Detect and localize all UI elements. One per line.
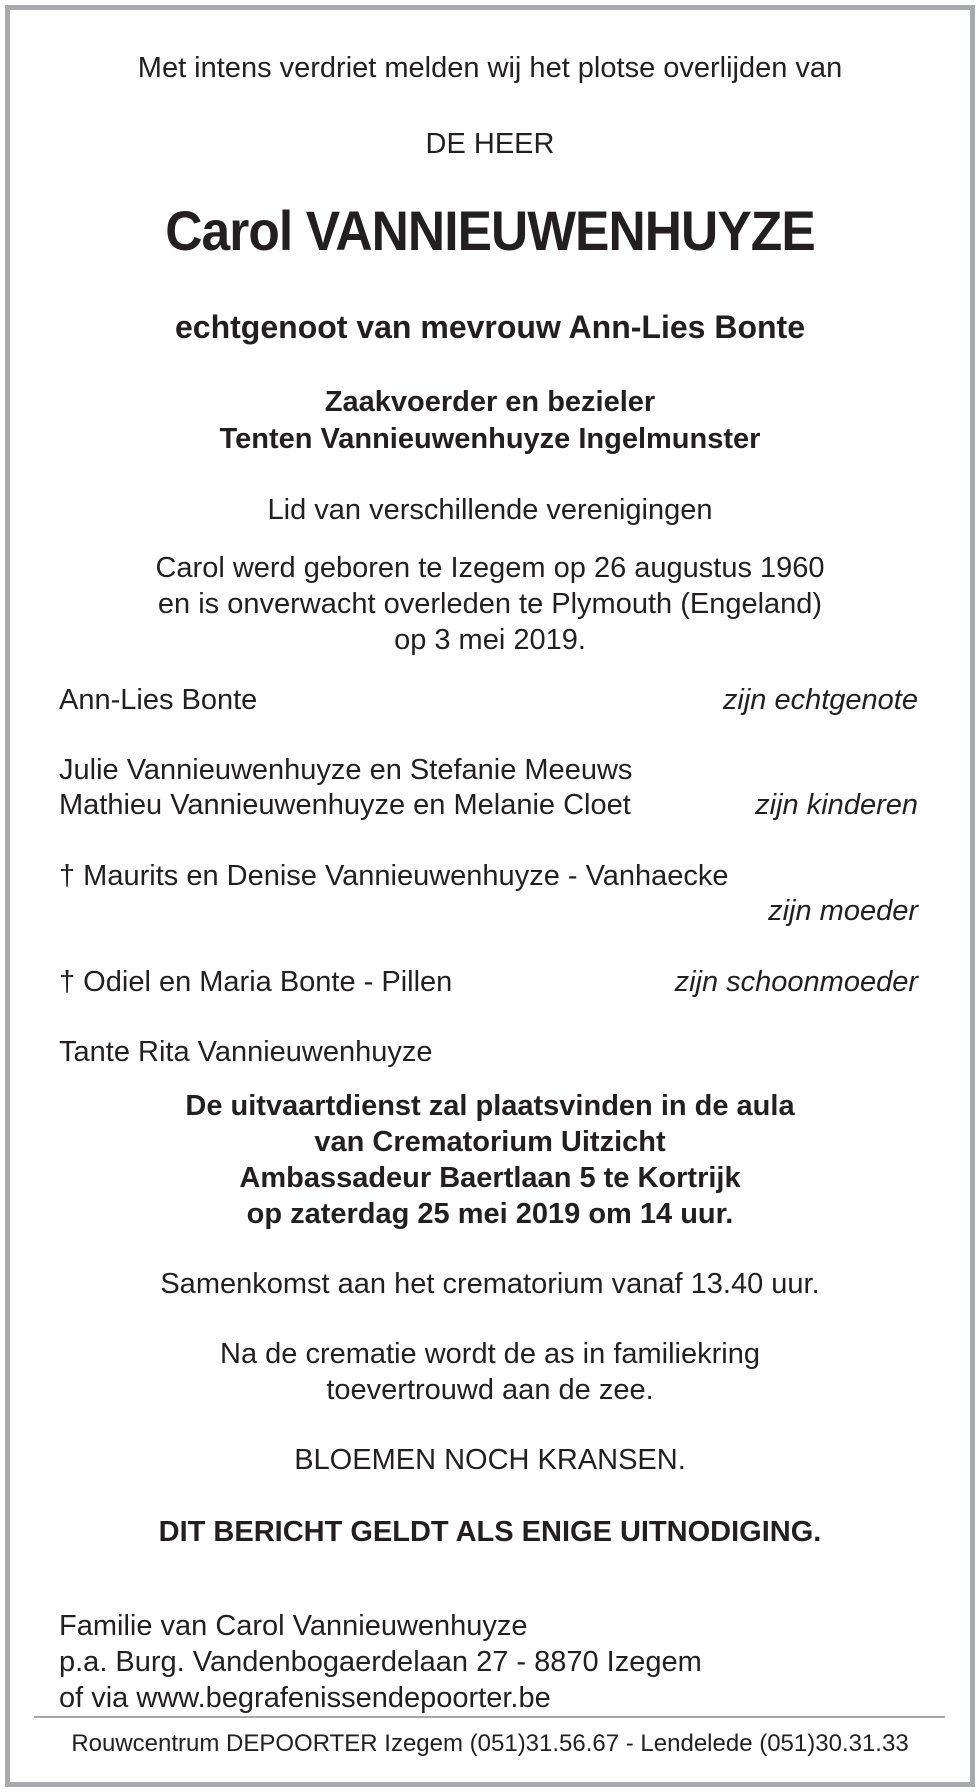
family-relation: zijn kinderen [755, 789, 918, 821]
contact-line-2: p.a. Burg. Vandenbogaerdelaan 27 - 8870 Izegem [59, 1646, 702, 1678]
funeral-home-footer: Rouwcentrum DEPOORTER Izegem (051)31.56.67 - Lendelede (051)30.31.33 [71, 1730, 909, 1757]
gathering-line: Samenkomst aan het crematorium vanaf 13.40 uur. [160, 1268, 820, 1300]
family-name: † Maurits en Denise Vannieuwenhuyze - Vanhaecke [59, 860, 729, 892]
deceased-name: Carol VANNIEUWENHUYZE [165, 199, 815, 262]
birth-line-3: op 3 mei 2019. [394, 624, 586, 656]
honorific: DE HEER [425, 128, 555, 160]
service-line-2: van Crematorium Uitzicht [314, 1126, 666, 1158]
spouse-line: echtgenoot van mevrouw Ann-Lies Bonte [175, 309, 805, 345]
ashes-line-2: toevertrouwd aan de zee. [326, 1374, 654, 1406]
birth-line-1: Carol werd geboren te Izegem op 26 augustus 1960 [155, 552, 825, 584]
service-line-3: Ambassadeur Baertlaan 5 te Kortrijk [239, 1162, 741, 1194]
invitation-line: DIT BERICHT GELDT ALS ENIGE UITNODIGING. [158, 1516, 822, 1548]
contact-website[interactable]: of via www.begrafenissendepoorter.be [59, 1682, 551, 1714]
role-line-2: Tenten Vannieuwenhuyze Ingelmunster [219, 423, 761, 455]
footer-divider [34, 1716, 945, 1718]
intro-text: Met intens verdriet melden wij het plotse overlijden van [137, 52, 843, 84]
family-name: Tante Rita Vannieuwenhuyze [59, 1036, 433, 1068]
membership-line: Lid van verschillende verenigingen [267, 494, 713, 526]
service-line-4: op zaterdag 25 mei 2019 om 14 uur. [246, 1198, 734, 1230]
family-relation: zijn schoonmoeder [674, 966, 918, 998]
birth-line-2: en is onverwacht overleden te Plymouth (Engeland) [157, 588, 823, 620]
contact-line-1: Familie van Carol Vannieuwenhuyze [59, 1610, 528, 1642]
ashes-line-1: Na de crematie wordt de as in familiekring [220, 1338, 760, 1370]
service-line-1: De uitvaartdienst zal plaatsvinden in de aula [185, 1090, 795, 1122]
role-line-1: Zaakvoerder en bezieler [324, 386, 656, 418]
family-name: Ann-Lies Bonte [59, 684, 258, 716]
family-name: † Odiel en Maria Bonte - Pillen [59, 966, 453, 998]
family-relation: zijn echtgenote [722, 684, 918, 716]
flowers-line: BLOEMEN NOCH KRANSEN. [294, 1444, 686, 1476]
family-name: Mathieu Vannieuwenhuyze en Melanie Cloet [59, 789, 631, 821]
family-relation: zijn moeder [768, 895, 918, 927]
family-name: Julie Vannieuwenhuyze en Stefanie Meeuws [59, 754, 633, 786]
